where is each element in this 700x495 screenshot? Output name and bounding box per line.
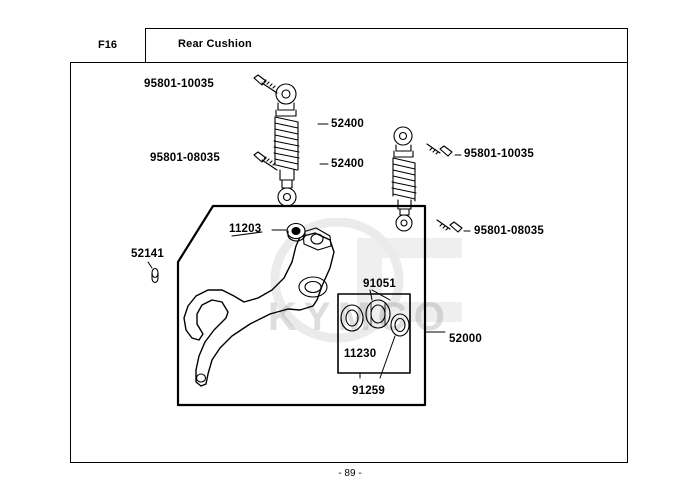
section-code-cell: F16	[70, 28, 146, 63]
part-label-95801-08035-left: 95801-08035	[150, 152, 220, 164]
part-label-95801-08035-right: 95801-08035	[474, 225, 544, 237]
part-label-11203: 11203	[229, 223, 262, 235]
part-label-11230: 11230	[344, 348, 377, 360]
part-label-95801-10035-right: 95801-10035	[464, 148, 534, 160]
part-label-52400-left: 52400	[331, 118, 364, 130]
part-label-91051: 91051	[363, 278, 396, 290]
part-label-91259: 91259	[352, 385, 385, 397]
part-label-52141: 52141	[131, 248, 164, 260]
section-title: Rear Cushion	[178, 38, 252, 50]
kymco-watermark-text: KYMCO	[268, 295, 452, 339]
part-label-52400-right: 52400	[331, 158, 364, 170]
header-divider	[146, 62, 628, 63]
part-label-52000: 52000	[449, 333, 482, 345]
diagram-frame	[70, 28, 628, 463]
part-label-95801-10035-upper-left: 95801-10035	[144, 78, 214, 90]
page-number: - 89 -	[338, 468, 362, 479]
